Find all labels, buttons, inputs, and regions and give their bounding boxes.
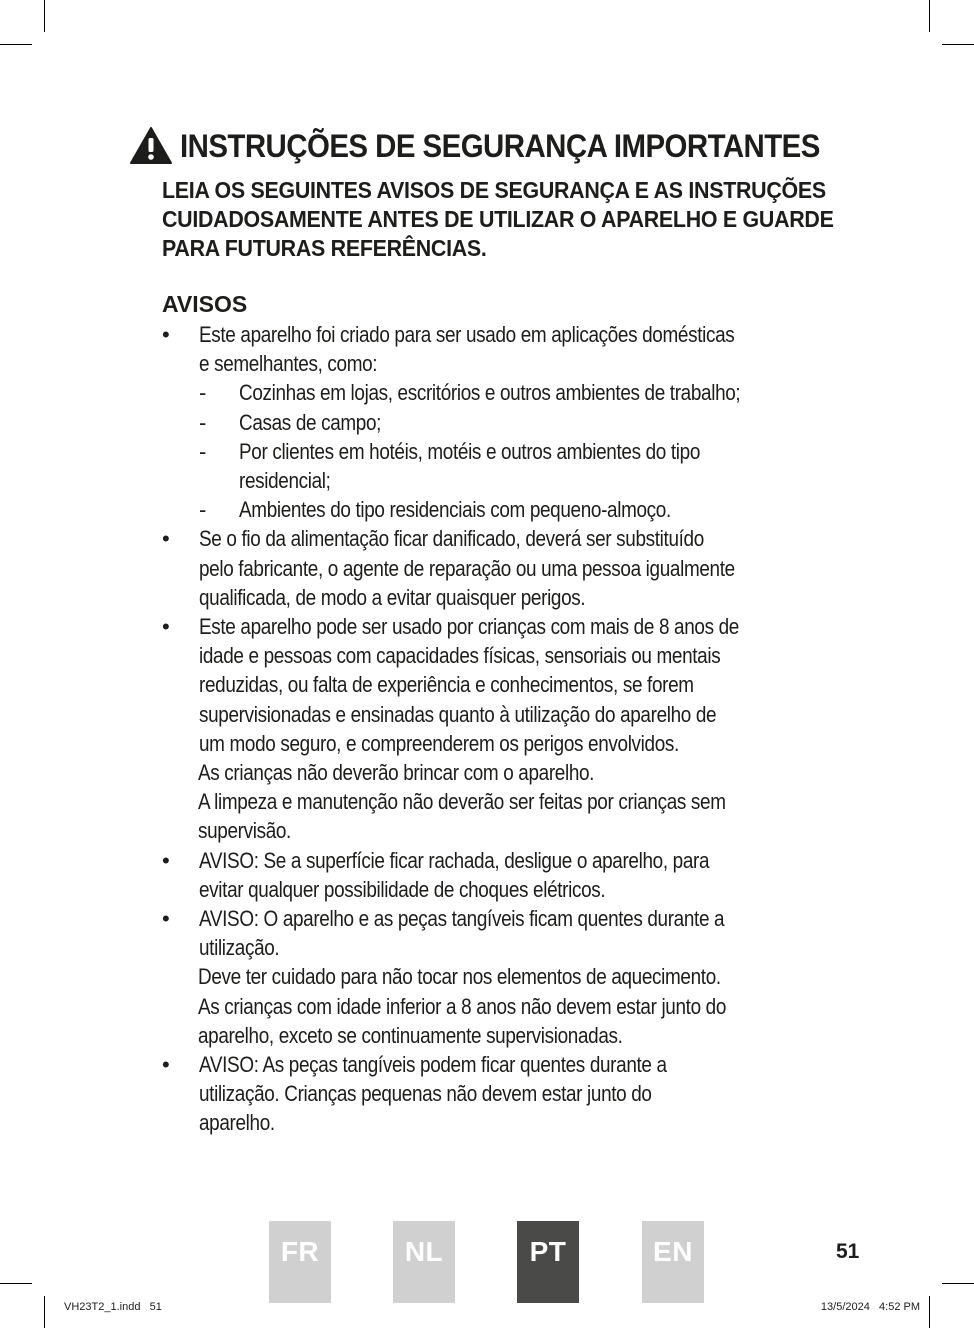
dash: -: [199, 380, 206, 406]
bullet: •: [162, 847, 170, 873]
item-line: qualificada, de modo a evitar quaisquer perigos.: [199, 584, 586, 610]
warnings-list: [162, 320, 842, 1138]
crop-mark: [44, 0, 45, 32]
crop-mark: [929, 0, 930, 32]
language-tabs: [0, 1221, 974, 1303]
continuation-line: supervisão.: [198, 818, 291, 844]
intro-line: LEIA OS SEGUINTES AVISOS DE SEGURANÇA E AS INSTRUÇÕES: [162, 177, 826, 203]
continuation-line: As crianças não deverão brincar com o aparelho.: [198, 760, 595, 786]
slug-date: 13/5/2024 4:52 PM: [820, 1301, 920, 1313]
dash: -: [199, 409, 206, 435]
intro-line: CUIDADOSAMENTE ANTES DE UTILIZAR O APARELHO E GUARDE: [162, 206, 834, 232]
slug-file: VH23T2_1.indd 51: [64, 1301, 162, 1313]
intro-text: [162, 176, 842, 263]
continuation-line: A limpeza e manutenção não deverão ser feitas por crianças sem: [198, 789, 726, 815]
section-heading: AVISOS: [162, 291, 248, 317]
bullet: •: [162, 1052, 170, 1078]
item-line: um modo seguro, e compreenderem os perigos envolvidos.: [199, 730, 679, 756]
crop-mark: [942, 44, 974, 45]
sub-item-line: Ambientes do tipo residenciais com pequeno-almoço.: [239, 497, 671, 523]
sub-item: [199, 437, 842, 495]
item-line: aparelho.: [199, 1110, 275, 1136]
bullet: •: [162, 526, 170, 552]
sub-item-line: Casas de campo;: [239, 409, 382, 435]
list-item: [162, 1050, 842, 1138]
dash: -: [199, 438, 206, 464]
list-item: [162, 846, 842, 904]
list-item: [162, 524, 842, 612]
item-line: Este aparelho pode ser usado por crianças com mais de 8 anos de: [199, 614, 739, 640]
list-item: [162, 320, 842, 524]
item-line: idade e pessoas com capacidades físicas, sensoriais ou mentais: [199, 643, 721, 669]
intro-line: PARA FUTURAS REFERÊNCIAS.: [162, 235, 487, 261]
item-line: pelo fabricante, o agente de reparação ou uma pessoa igualmente: [199, 555, 735, 581]
sub-item: [199, 495, 842, 524]
list-item: [162, 612, 842, 758]
crop-mark: [0, 44, 32, 45]
item-continuation: [162, 758, 842, 846]
item-line: AVISO: As peças tangíveis podem ficar quentes durante a: [199, 1052, 667, 1078]
sub-item-line: residencial;: [239, 468, 331, 494]
item-line: reduzidas, ou falta de experiência e conhecimentos, se forem: [199, 672, 694, 698]
page-number: 51: [836, 1240, 860, 1263]
warning-icon: [130, 127, 172, 165]
tab-en[interactable]: EN: [642, 1221, 704, 1303]
list-item: [162, 904, 842, 962]
page-title: [130, 124, 870, 168]
continuation-line: As crianças com idade inferior a 8 anos não devem estar junto do: [198, 993, 727, 1019]
sub-item-line: Por clientes em hotéis, motéis e outros ambientes do tipo: [239, 438, 701, 464]
bullet: •: [162, 906, 170, 932]
item-line: Se o fio da alimentação ficar danificado, deverá ser substituído: [199, 526, 704, 552]
item-continuation: [162, 962, 842, 1050]
item-line: evitar qualquer possibilidade de choques elétricos.: [199, 876, 606, 902]
item-line: utilização.: [199, 935, 280, 961]
item-line: AVISO: Se a superfície ficar rachada, desligue o aparelho, para: [199, 847, 710, 873]
item-line: utilização. Crianças pequenas não devem estar junto do: [199, 1081, 652, 1107]
item-line: AVISO: O aparelho e as peças tangíveis ficam quentes durante a: [199, 906, 725, 932]
dash: -: [199, 497, 206, 523]
sub-item-line: Cozinhas em lojas, escritórios e outros ambientes de trabalho;: [239, 380, 741, 406]
bullet: •: [162, 614, 170, 640]
sub-item: [199, 408, 842, 437]
sub-item: [199, 378, 842, 407]
tab-fr[interactable]: FR: [269, 1221, 331, 1303]
bullet: •: [162, 322, 170, 347]
tab-nl[interactable]: NL: [393, 1221, 455, 1303]
item-line: e semelhantes, como:: [199, 351, 378, 377]
continuation-line: Deve ter cuidado para não tocar nos elementos de aquecimento.: [198, 964, 721, 990]
continuation-line: aparelho, exceto se continuamente supervisionadas.: [198, 1022, 623, 1048]
item-line: Este aparelho foi criado para ser usado em aplicações domésticas: [199, 322, 735, 347]
page-title-text: INSTRUÇÕES DE SEGURANÇA IMPORTANTES: [180, 127, 820, 164]
item-line: supervisionadas e ensinadas quanto à utilização do aparelho de: [199, 701, 717, 727]
tab-pt[interactable]: PT: [517, 1221, 579, 1303]
